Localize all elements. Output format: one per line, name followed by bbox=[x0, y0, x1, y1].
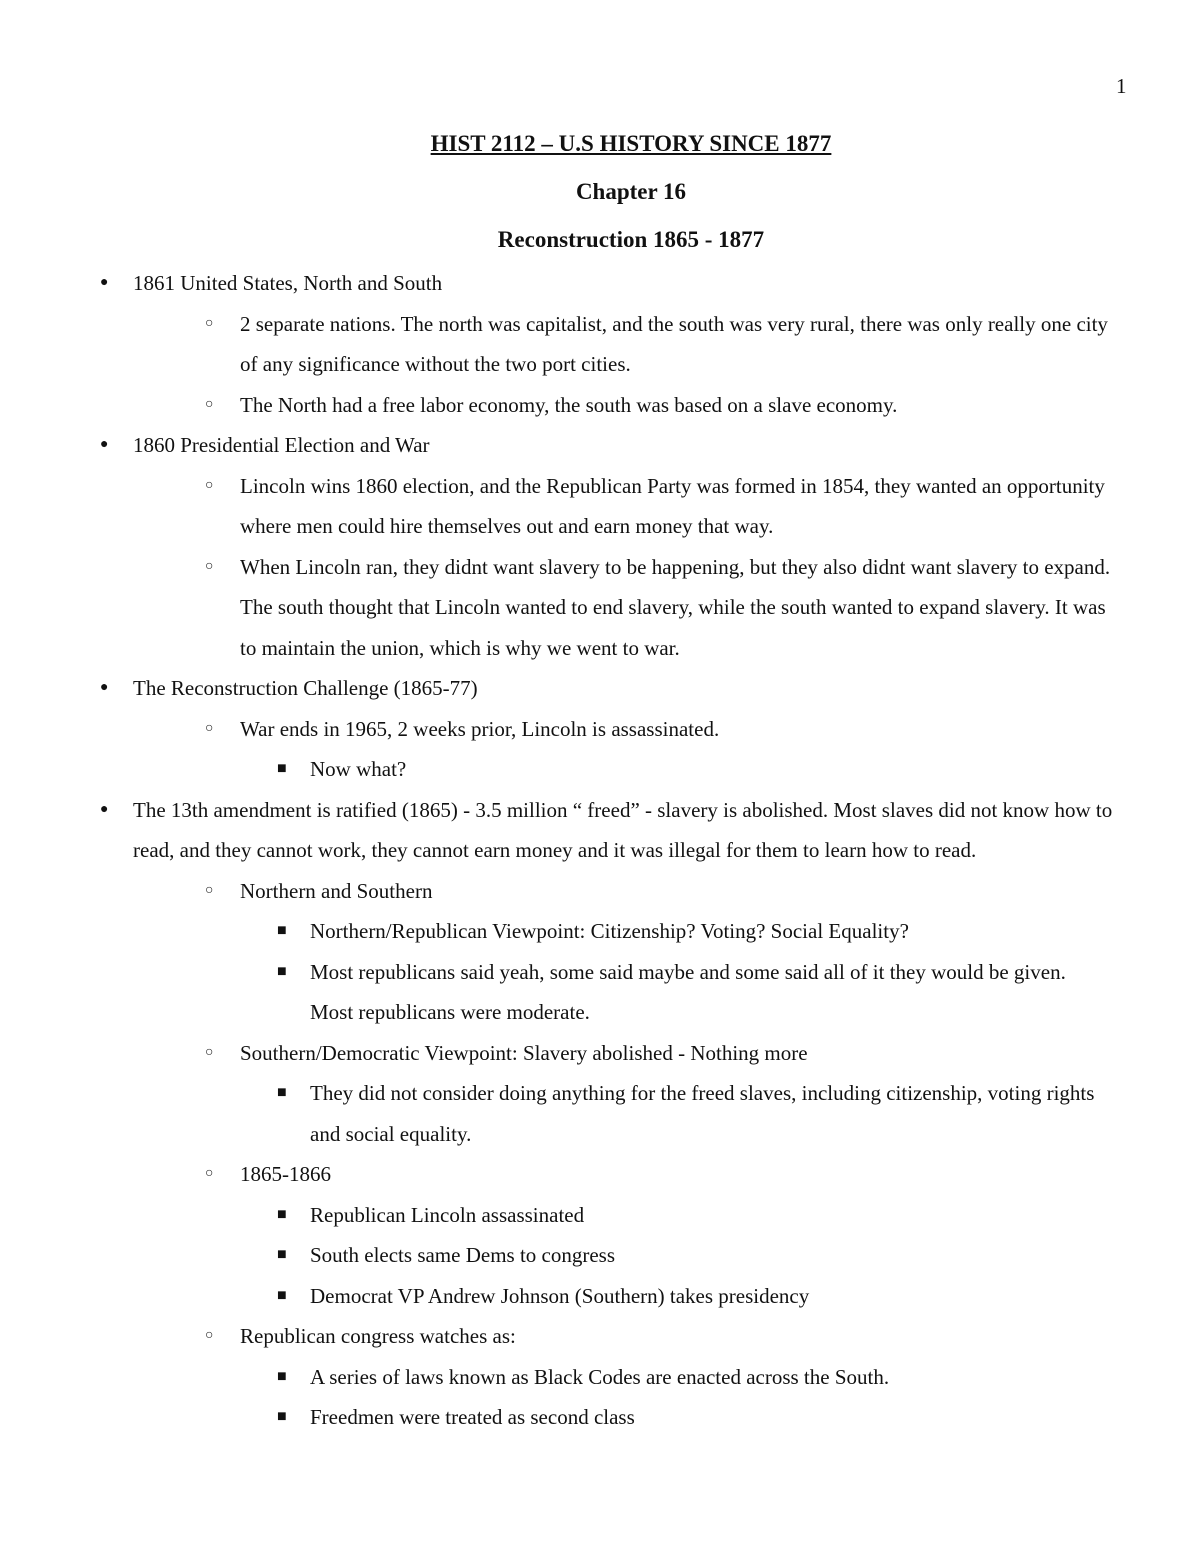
outline-item-level-2 bbox=[0, 709, 1120, 750]
outline-item-text: 1861 United States, North and South bbox=[133, 271, 443, 295]
bullet-icon: ○ bbox=[205, 1328, 214, 1343]
outline-item-level-2 bbox=[0, 1033, 1120, 1074]
outline-item-text: Democrat VP Andrew Johnson (Southern) takes presidency bbox=[310, 1283, 810, 1308]
outline-item-text: Now what? bbox=[310, 757, 407, 781]
bullet-icon: ■ bbox=[277, 1367, 287, 1385]
outline-item-level-3 bbox=[0, 1195, 1110, 1236]
outline-item-level-2 bbox=[0, 547, 1120, 669]
bullet-icon: ○ bbox=[205, 315, 214, 331]
outline-item-text: Freedmen were treated as second class bbox=[310, 1405, 635, 1429]
outline-item-level-3 bbox=[0, 952, 1110, 1033]
bullet-icon: ○ bbox=[205, 477, 214, 493]
chapter-heading: Chapter 16 bbox=[575, 179, 687, 204]
outline-item-level-3 bbox=[0, 1276, 1110, 1317]
outline-item-text: 1860 Presidential Election and War bbox=[133, 433, 430, 457]
outline-item-text: Southern/Democratic Viewpoint: Slavery abolished - Nothing more bbox=[240, 1040, 808, 1065]
outline-item-text: They did not consider doing anything for the freed slaves, including citizenship, voting rights and social equality. bbox=[310, 1081, 1095, 1146]
outline-item-level-2 bbox=[0, 385, 1120, 426]
bullet-icon: ○ bbox=[205, 882, 214, 898]
bullet-icon: ■ bbox=[277, 1286, 287, 1304]
outline-item-level-3 bbox=[0, 911, 1110, 952]
outline-item-level-1 bbox=[0, 263, 1113, 304]
outline-item-level-2 bbox=[0, 466, 1120, 547]
outline-item-text: The North had a free labor economy, the south was based on a slave economy. bbox=[240, 392, 898, 417]
bullet-icon: ○ bbox=[205, 1166, 214, 1181]
notes-outline bbox=[0, 263, 1200, 1438]
outline-item-text: The 13th amendment is ratified (1865) - 3.5 million “ freed” - slavery is abolished. Most slaves did not know how to read, and they cannot work, they cannot earn money and it was illegal for them to learn how to read. bbox=[133, 797, 1113, 862]
outline-item-text: Republican congress watches as: bbox=[240, 1324, 516, 1348]
bullet-icon: ■ bbox=[277, 1084, 287, 1101]
outline-item-text: War ends in 1965, 2 weeks prior, Lincoln is assassinated. bbox=[240, 716, 720, 741]
outline-item-level-3 bbox=[0, 749, 1110, 790]
bullet-icon: ■ bbox=[277, 1408, 287, 1425]
outline-item-text: Lincoln wins 1860 election, and the Republican Party was formed in 1854, they wanted an opportunity where men could hire themselves out and earn money that way. bbox=[240, 473, 1105, 538]
outline-item-level-1 bbox=[0, 425, 1113, 466]
outline-item-text: A series of laws known as Black Codes are enacted across the South. bbox=[310, 1364, 890, 1389]
bullet-icon: ■ bbox=[277, 922, 287, 939]
bullet-icon: ○ bbox=[205, 558, 214, 574]
outline-item-level-1 bbox=[0, 668, 1113, 709]
bullet-icon: ● bbox=[100, 680, 109, 695]
outline-item-text: 1865-1866 bbox=[240, 1162, 331, 1186]
outline-item-text: Republican Lincoln assassinated bbox=[310, 1202, 585, 1227]
bullet-icon: ○ bbox=[205, 396, 214, 412]
outline-item-text: Most republicans said yeah, some said maybe and some said all of it they would be given. Most republicans were moderate. bbox=[310, 959, 1066, 1024]
bullet-icon: ■ bbox=[277, 1205, 287, 1223]
document-header bbox=[0, 128, 1200, 272]
bullet-icon: ■ bbox=[277, 1246, 287, 1263]
outline-item-text: Northern and Southern bbox=[240, 878, 433, 903]
bullet-icon: ● bbox=[100, 437, 109, 452]
outline-item-level-1 bbox=[0, 790, 1113, 871]
topic-heading: Reconstruction 1865 - 1877 bbox=[497, 227, 765, 252]
outline-item-level-2 bbox=[0, 304, 1120, 385]
outline-item-level-2 bbox=[0, 871, 1120, 912]
bullet-icon: ○ bbox=[205, 1044, 214, 1060]
outline-item-text: 2 separate nations. The north was capitalist, and the south was very rural, there was only really one city of any significance without the two port cities. bbox=[240, 311, 1108, 376]
bullet-icon: ■ bbox=[277, 760, 287, 777]
bullet-icon: ■ bbox=[277, 962, 287, 980]
outline-item-level-3 bbox=[0, 1235, 1110, 1276]
course-title: HIST 2112 – U.S HISTORY SINCE 1877 bbox=[430, 131, 832, 156]
bullet-icon: ● bbox=[100, 275, 109, 290]
bullet-icon: ○ bbox=[205, 720, 214, 736]
outline-item-text: South elects same Dems to congress bbox=[310, 1243, 616, 1267]
outline-item-text: Northern/Republican Viewpoint: Citizenship? Voting? Social Equality? bbox=[310, 919, 909, 943]
outline-item-level-2 bbox=[0, 1154, 1120, 1195]
outline-item-text: When Lincoln ran, they didnt want slavery to be happening, but they also didnt want slavery to expand. The south thought that Lincoln wanted to end slavery, while the south wanted to expand slavery. It was to maintain the union, which is why we went to war. bbox=[240, 554, 1111, 660]
outline-item-level-3 bbox=[0, 1073, 1110, 1154]
outline-item-level-3 bbox=[0, 1357, 1110, 1398]
outline-item-level-3 bbox=[0, 1397, 1110, 1438]
outline-item-text: The Reconstruction Challenge (1865-77) bbox=[133, 676, 478, 700]
outline-item-level-2 bbox=[0, 1316, 1120, 1357]
bullet-icon: ● bbox=[100, 801, 109, 817]
page-number: 1 bbox=[1116, 74, 1127, 98]
